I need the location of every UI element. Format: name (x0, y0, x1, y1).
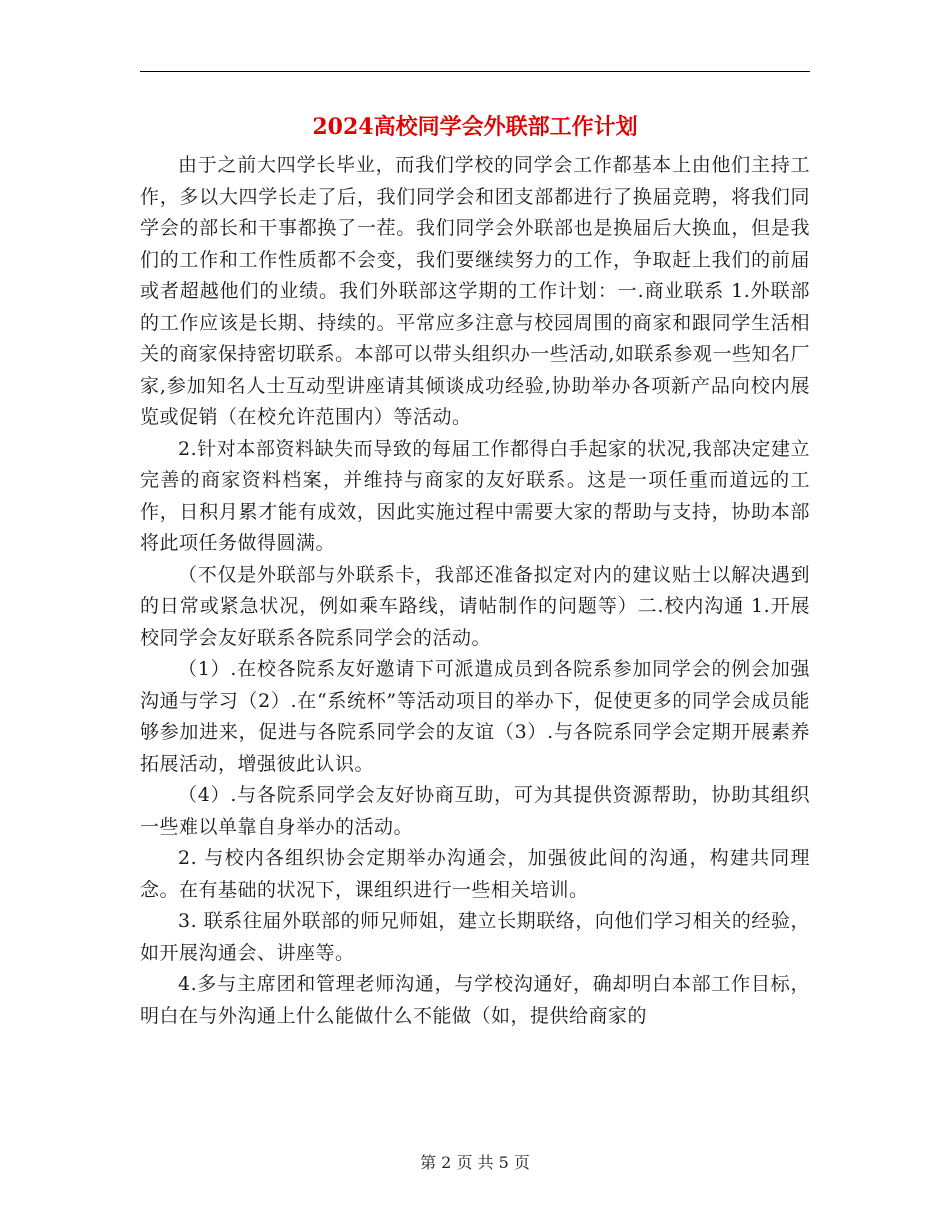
paragraph: （4）.与各院系同学会友好协商互助，可为其提供资源帮助，协助其组织一些难以单靠自身举办的活动。 (140, 784, 810, 838)
paragraph: （1）.在校各院系友好邀请下可派遣成员到各院系参加同学会的例会加强沟通与学习（2）.在“系统杯”等活动项目的举办下，促使更多的同学会成员能够参加进来，促进与各院系同学会的友谊（3）.与各院系同学会定期开展素养拓展活动，增强彼此认识。 (140, 658, 810, 775)
page-number: 第 2 页 共 5 页 (420, 1153, 530, 1172)
paragraph: 2. 与校内各组织协会定期举办沟通会，加强彼此间的沟通，构建共同理念。在有基础的状况下，课组织进行一些相关培训。 (140, 847, 810, 901)
paragraph: 4.多与主席团和管理老师沟通，与学校沟通好，确却明白本部工作目标，明白在与外沟通上什么能做什么不能做（如，提供给商家的 (140, 973, 810, 1027)
paragraph: 2.针对本部资料缺失而导致的每届工作都得白手起家的状况,我部决定建立完善的商家资料档案，并维持与商家的友好联系。这是一项任重而道远的工作，日积月累才能有成效，因此实施过程中需要大家的帮助与支持，协助本部将此项任务做得圆满。 (140, 437, 810, 554)
document-body (140, 150, 810, 1032)
paragraph: （不仅是外联部与外联系卡，我部还准备拟定对内的建议贴士以解决遇到的日常或紧急状况，例如乘车路线，请帖制作的问题等）二.校内沟通 1.开展校同学会友好联系各院系同学会的活动。 (140, 563, 810, 649)
paragraph: 3. 联系往届外联部的师兄师姐，建立长期联络，向他们学习相关的经验，如开展沟通会、讲座等。 (140, 910, 810, 964)
paragraph: 由于之前大四学长毕业，而我们学校的同学会工作都基本上由他们主持工作，多以大四学长走了后，我们同学会和团支部都进行了换届竞聘，将我们同学会的部长和干事都换了一茬。我们同学会外联部也是换届后大换血，但是我们的工作和工作性质都不会变，我们要继续努力的工作，争取赶上我们的前届或者超越他们的业绩。我们外联部这学期的工作计划：一.商业联系 1.外联部的工作应该是长期、持续的。平常应多注意与校园周围的商家和跟同学生活相关的商家保持密切联系。本部可以带头组织办一些活动,如联系参观一些知名厂家,参加知名人士互动型讲座请其倾谈成功经验,协助举办各项新产品向校内展览或促销（在校允许范围内）等活动。 (140, 154, 810, 428)
document-title: 2024高校同学会外联部工作计划 (312, 114, 638, 140)
header-rule (140, 71, 810, 72)
